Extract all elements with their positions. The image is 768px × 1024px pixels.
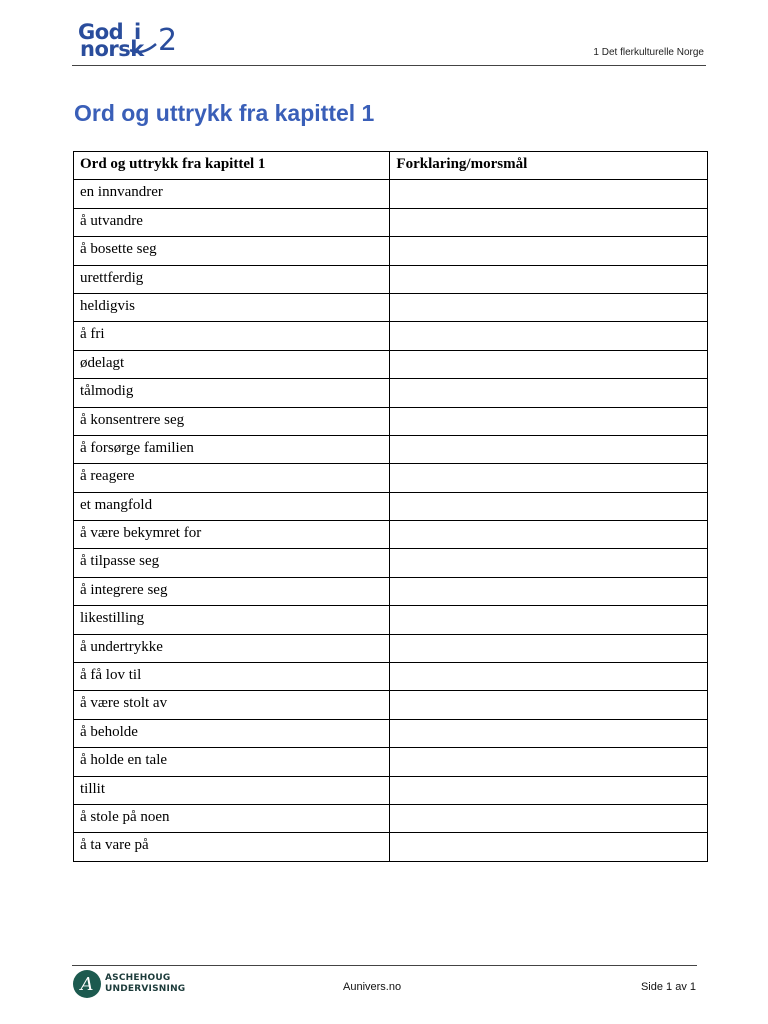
vocab-word: tillit — [74, 776, 390, 804]
vocab-word: et mangfold — [74, 492, 390, 520]
vocab-word: tålmodig — [74, 379, 390, 407]
vocab-word: å integrere seg — [74, 577, 390, 605]
column-header-word: Ord og uttrykk fra kapittel 1 — [74, 152, 390, 180]
vocab-word: en innvandrer — [74, 180, 390, 208]
vocab-word: ødelagt — [74, 350, 390, 378]
page-number: Side 1 av 1 — [640, 981, 696, 993]
vocab-word: å være bekymret for — [74, 521, 390, 549]
table-row — [74, 719, 708, 747]
explanation-cell[interactable] — [390, 549, 708, 577]
logo-text-god: God — [78, 20, 124, 44]
column-header-explanation: Forklaring/morsmål — [390, 152, 708, 180]
vocab-word: å forsørge familien — [74, 435, 390, 463]
table-row — [74, 435, 708, 463]
table-row — [74, 293, 708, 321]
explanation-cell[interactable] — [390, 833, 708, 861]
explanation-cell[interactable] — [390, 804, 708, 832]
vocab-word: å bosette seg — [74, 237, 390, 265]
vocab-word: urettferdig — [74, 265, 390, 293]
vocab-word: å holde en tale — [74, 748, 390, 776]
explanation-cell[interactable] — [390, 634, 708, 662]
explanation-cell[interactable] — [390, 208, 708, 236]
logo-text-norsk: norsk — [80, 37, 144, 61]
vocab-word: likestilling — [74, 606, 390, 634]
god-i-norsk-logo — [78, 22, 188, 62]
logo-number: 2 — [158, 23, 178, 58]
chapter-header: 1 Det flerkulturelle Norge — [593, 47, 704, 58]
table-row — [74, 407, 708, 435]
vocab-word: å fri — [74, 322, 390, 350]
explanation-cell[interactable] — [390, 748, 708, 776]
explanation-cell[interactable] — [390, 691, 708, 719]
explanation-cell[interactable] — [390, 719, 708, 747]
table-row — [74, 634, 708, 662]
explanation-cell[interactable] — [390, 776, 708, 804]
explanation-cell[interactable] — [390, 577, 708, 605]
table-row — [74, 748, 708, 776]
table-row — [74, 208, 708, 236]
logo-text-i: i — [134, 20, 142, 44]
explanation-cell[interactable] — [390, 265, 708, 293]
vocab-word: å tilpasse seg — [74, 549, 390, 577]
table-row — [74, 379, 708, 407]
aschehoug-monogram-icon: A — [73, 970, 101, 998]
explanation-cell[interactable] — [390, 521, 708, 549]
explanation-cell[interactable] — [390, 322, 708, 350]
table-header-row — [74, 152, 708, 180]
footer-divider — [72, 965, 697, 966]
explanation-cell[interactable] — [390, 237, 708, 265]
publisher-logo — [73, 970, 185, 998]
table-row — [74, 265, 708, 293]
vocab-word: å reagere — [74, 464, 390, 492]
explanation-cell[interactable] — [390, 293, 708, 321]
table-row — [74, 492, 708, 520]
explanation-cell[interactable] — [390, 407, 708, 435]
table-row — [74, 577, 708, 605]
publisher-name-line2: UNDERVISNING — [105, 984, 186, 994]
explanation-cell[interactable] — [390, 492, 708, 520]
explanation-cell[interactable] — [390, 606, 708, 634]
explanation-cell[interactable] — [390, 464, 708, 492]
table-row — [74, 663, 708, 691]
publisher-name-line1: ASCHEHOUG — [105, 973, 171, 983]
table-row — [74, 833, 708, 861]
table-row — [74, 350, 708, 378]
table-row — [74, 237, 708, 265]
explanation-cell[interactable] — [390, 435, 708, 463]
table-row — [74, 521, 708, 549]
table-row — [74, 322, 708, 350]
table-row — [74, 549, 708, 577]
explanation-cell[interactable] — [390, 350, 708, 378]
vocab-word: å beholde — [74, 719, 390, 747]
vocab-word: å utvandre — [74, 208, 390, 236]
vocab-word: heldigvis — [74, 293, 390, 321]
vocab-word: å være stolt av — [74, 691, 390, 719]
logo-swoosh-icon — [128, 40, 160, 56]
vocab-word: å stole på noen — [74, 804, 390, 832]
table-row — [74, 804, 708, 832]
table-row — [74, 464, 708, 492]
explanation-cell[interactable] — [390, 379, 708, 407]
table-row — [74, 691, 708, 719]
explanation-cell[interactable] — [390, 663, 708, 691]
table-row — [74, 606, 708, 634]
page-title: Ord og uttrykk fra kapittel 1 — [74, 100, 375, 126]
header-divider — [72, 65, 706, 66]
vocab-word: å ta vare på — [74, 833, 390, 861]
footer-site: Aunivers.no — [343, 981, 402, 993]
table-row — [74, 180, 708, 208]
vocab-word: å få lov til — [74, 663, 390, 691]
table-row — [74, 776, 708, 804]
vocabulary-table — [73, 151, 708, 862]
vocab-word: å undertrykke — [74, 634, 390, 662]
vocab-word: å konsentrere seg — [74, 407, 390, 435]
explanation-cell[interactable] — [390, 180, 708, 208]
